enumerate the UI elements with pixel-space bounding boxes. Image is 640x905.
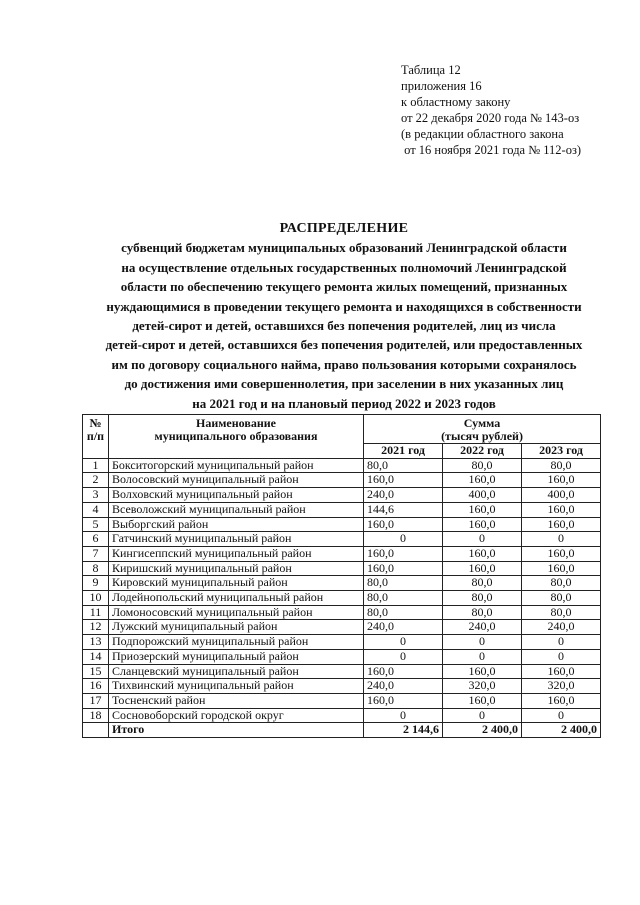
value-2022: 160,0 [443,502,522,517]
value-2021: 240,0 [364,679,443,694]
table-row [83,693,601,708]
total-2023: 2 400,0 [522,723,601,738]
table-row [83,679,601,694]
value-2022: 80,0 [443,458,522,473]
value-2022: 160,0 [443,517,522,532]
value-2023: 0 [522,635,601,650]
table-row [83,517,601,532]
total-2022: 2 400,0 [443,723,522,738]
title-line: им по договору социального найма, право пользования которыми сохранялось [111,356,577,372]
title-line: субвенций бюджетам муниципальных образований Ленинградской области [121,240,567,256]
municipality-name: Киришский муниципальный район [109,561,364,576]
table-row [83,649,601,664]
value-2022: 0 [443,649,522,664]
value-2023: 320,0 [522,679,601,694]
municipality-name: Тихвинский муниципальный район [109,679,364,694]
municipality-name: Выборгский район [109,517,364,532]
value-2021: 80,0 [364,605,443,620]
table-row [83,708,601,723]
municipality-name: Лодейнопольский муниципальный район [109,591,364,606]
value-2021: 0 [364,649,443,664]
municipality-name: Ломоносовский муниципальный район [109,605,364,620]
municipality-name: Кировский муниципальный район [109,576,364,591]
appendix-line: к областному закону [401,95,511,109]
value-2021: 80,0 [364,458,443,473]
value-2022: 400,0 [443,488,522,503]
appendix-line: от 16 ноября 2021 года № 112-оз) [401,143,582,157]
table-row [83,473,601,488]
title-line: детей-сирот и детей, оставшихся без попечения родителей, лиц из числа [132,318,556,334]
appendix-line: от 22 декабря 2020 года № 143-оз [401,111,580,125]
row-number: 11 [83,605,109,620]
table-row [83,458,601,473]
row-number: 12 [83,620,109,635]
value-2023: 400,0 [522,488,601,503]
document-title [70,219,618,413]
value-2022: 0 [443,532,522,547]
row-number: 8 [83,561,109,576]
value-2023: 160,0 [522,473,601,488]
value-2022: 160,0 [443,693,522,708]
title-line: нуждающимися в проведении текущего ремонта и находящихся в собственности [106,298,582,314]
appendix-line: Таблица 12 [401,63,461,77]
value-2023: 0 [522,532,601,547]
row-number: 15 [83,664,109,679]
title-heading: РАСПРЕДЕЛЕНИЕ [279,221,409,236]
value-2023: 80,0 [522,576,601,591]
value-2021: 144,6 [364,502,443,517]
value-2023: 80,0 [522,605,601,620]
title-line: области по обеспечению текущего ремонта жилых помещений, признанных [120,279,568,295]
municipality-name: Приозерский муниципальный район [109,649,364,664]
table-row [83,561,601,576]
table-body [83,458,601,723]
total-label: Итого [109,723,364,738]
value-2023: 80,0 [522,591,601,606]
value-2022: 0 [443,635,522,650]
table-row [83,546,601,561]
municipality-name: Сосновоборский городской округ [109,708,364,723]
row-number: 3 [83,488,109,503]
row-number: 13 [83,635,109,650]
value-2023: 0 [522,649,601,664]
value-2022: 80,0 [443,591,522,606]
value-2022: 160,0 [443,473,522,488]
row-number: 6 [83,532,109,547]
value-2023: 240,0 [522,620,601,635]
table-row [83,620,601,635]
municipality-name: Волховский муниципальный район [109,488,364,503]
value-2023: 160,0 [522,693,601,708]
year-header-2023: 2023 год [522,444,601,459]
row-number: 10 [83,591,109,606]
appendix-line: (в редакции областного закона [401,127,564,141]
total-row [83,723,601,738]
value-2023: 160,0 [522,546,601,561]
table-row [83,576,601,591]
municipality-name: Кингисеппский муниципальный район [109,546,364,561]
table-row [83,488,601,503]
value-2022: 320,0 [443,679,522,694]
row-number: 14 [83,649,109,664]
row-number: 17 [83,693,109,708]
appendix-reference [401,62,581,158]
value-2022: 160,0 [443,546,522,561]
row-number: 1 [83,458,109,473]
value-2023: 160,0 [522,561,601,576]
municipality-name: Гатчинский муниципальный район [109,532,364,547]
title-line: на осуществление отдельных государственных полномочий Ленинградской [121,259,567,275]
municipality-name: Волосовский муниципальный район [109,473,364,488]
municipality-name: Всеволожский муниципальный район [109,502,364,517]
municipality-name: Подпорожский муниципальный район [109,635,364,650]
value-2023: 0 [522,708,601,723]
value-2022: 240,0 [443,620,522,635]
value-2021: 160,0 [364,664,443,679]
table-row [83,635,601,650]
title-line: до достижения ими совершеннолетия, при заселении в них указанных лиц [124,376,564,392]
row-number: 2 [83,473,109,488]
value-2021: 240,0 [364,620,443,635]
value-2021: 0 [364,708,443,723]
row-number: 18 [83,708,109,723]
value-2023: 160,0 [522,517,601,532]
value-2022: 160,0 [443,664,522,679]
table-row [83,502,601,517]
total-2021: 2 144,6 [364,723,443,738]
row-number: 9 [83,576,109,591]
value-2022: 80,0 [443,605,522,620]
table-row [83,591,601,606]
municipality-name: Сланцевский муниципальный район [109,664,364,679]
col-name-header: Наименование муниципального образования [109,415,364,459]
value-2021: 160,0 [364,693,443,708]
table-row [83,664,601,679]
value-2023: 160,0 [522,664,601,679]
title-line: детей-сирот и детей, оставшихся без попечения родителей, или предоставленных [105,337,583,353]
distribution-table [82,414,601,738]
col-number-header: № п/п [83,415,109,459]
value-2023: 160,0 [522,502,601,517]
value-2022: 0 [443,708,522,723]
value-2021: 0 [364,635,443,650]
value-2021: 160,0 [364,517,443,532]
total-number-cell [83,723,109,738]
year-header-2022: 2022 год [443,444,522,459]
value-2021: 0 [364,532,443,547]
value-2022: 160,0 [443,561,522,576]
municipality-name: Лужский муниципальный район [109,620,364,635]
value-2023: 80,0 [522,458,601,473]
title-line: на 2021 год и на плановый период 2022 и 2023 годов [192,395,496,411]
table-row [83,605,601,620]
value-2021: 160,0 [364,473,443,488]
row-number: 5 [83,517,109,532]
value-2021: 80,0 [364,591,443,606]
table-row [83,532,601,547]
value-2021: 160,0 [364,561,443,576]
year-header-2021: 2021 год [364,444,443,459]
row-number: 7 [83,546,109,561]
municipality-name: Бокситогорский муниципальный район [109,458,364,473]
appendix-line: приложения 16 [401,79,482,93]
row-number: 4 [83,502,109,517]
row-number: 16 [83,679,109,694]
value-2022: 80,0 [443,576,522,591]
value-2021: 240,0 [364,488,443,503]
value-2021: 160,0 [364,546,443,561]
col-sum-header: Сумма (тысяч рублей) [364,415,601,444]
value-2021: 80,0 [364,576,443,591]
municipality-name: Тосненский район [109,693,364,708]
